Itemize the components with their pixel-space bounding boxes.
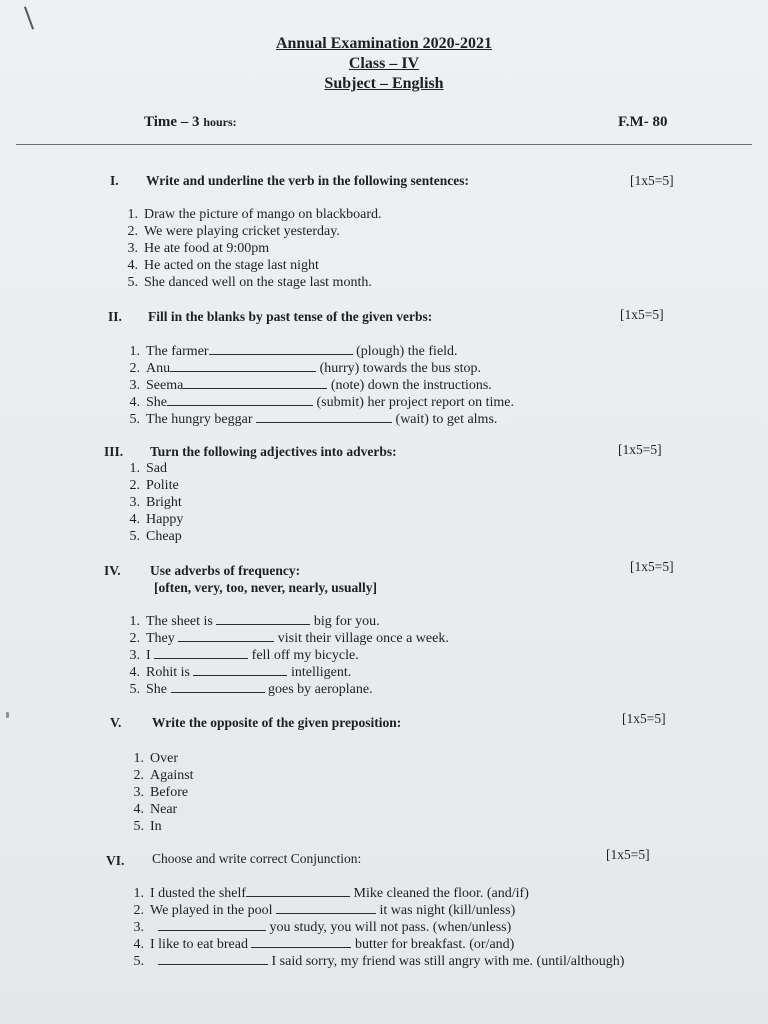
- question-items: [116, 460, 183, 545]
- answer-blank[interactable]: [167, 393, 313, 406]
- question-marks: [1x5=5]: [618, 442, 662, 457]
- answer-blank[interactable]: [178, 629, 274, 642]
- list-item: 1. Sad: [129, 461, 167, 476]
- list-item: 3. Before: [133, 785, 189, 800]
- question-text: Write and underline the verb in the following sentences:: [146, 173, 469, 188]
- question-number: V.: [110, 715, 122, 730]
- list-item: 2. They visit their village once a week.: [129, 631, 449, 646]
- answer-blank[interactable]: [209, 342, 353, 355]
- list-item: 5. She goes by aeroplane.: [129, 682, 373, 697]
- question-number: IV.: [104, 563, 121, 578]
- answer-blank[interactable]: [154, 646, 248, 659]
- question-items: [116, 342, 514, 427]
- question-marks: [1x5=5]: [606, 847, 650, 862]
- answer-blank[interactable]: [251, 935, 351, 948]
- list-item: 3. I fell off my bicycle.: [129, 648, 359, 663]
- time-label: Time – 3: [144, 114, 200, 130]
- question-text: Use adverbs of frequency:: [150, 563, 301, 578]
- question-items: [114, 206, 382, 291]
- question-number: VI.: [106, 853, 125, 868]
- list-item: 5. In: [133, 819, 162, 834]
- list-item: 1. I dusted the shelf Mike cleaned the floor. (and/if): [133, 886, 529, 901]
- question-text: Choose and write correct Conjunction:: [152, 851, 362, 866]
- answer-blank[interactable]: [158, 918, 266, 931]
- answer-blank[interactable]: [171, 680, 265, 693]
- list-item: 3. Seema (note) down the instructions.: [129, 378, 492, 393]
- answer-blank[interactable]: [158, 952, 268, 965]
- answer-blank[interactable]: [170, 359, 316, 372]
- list-item: 5. Cheap: [129, 529, 182, 544]
- full-marks: F.M- 80: [618, 114, 668, 130]
- list-item: 3. you study, you will not pass. (when/unless): [133, 920, 512, 935]
- answer-blank[interactable]: [276, 901, 376, 914]
- adverb-options: [often, very, too, never, nearly, usually]: [154, 580, 377, 595]
- question-number: I.: [110, 173, 119, 188]
- subject-label: Subject – English: [324, 75, 444, 92]
- list-item: 2. Against: [133, 768, 194, 783]
- time-allowed: [144, 114, 237, 131]
- paper-speck: [6, 712, 9, 718]
- list-item: 3. He ate food at 9:00pm: [127, 241, 270, 256]
- list-item: 4. Happy: [129, 512, 184, 527]
- question-marks: [1x5=5]: [622, 711, 666, 726]
- question-marks: [1x5=5]: [630, 559, 674, 574]
- header-divider: [16, 144, 752, 145]
- question-items: [120, 884, 624, 969]
- time-unit: hours:: [203, 115, 237, 129]
- question-text: Turn the following adjectives into adverbs:: [150, 444, 397, 459]
- list-item: 1. Over: [133, 751, 178, 766]
- question-marks: [1x5=5]: [620, 307, 664, 322]
- class-label: Class – IV: [348, 55, 420, 72]
- question-items: [116, 612, 449, 697]
- answer-blank[interactable]: [183, 376, 327, 389]
- answer-blank[interactable]: [193, 663, 287, 676]
- answer-blank[interactable]: [246, 884, 350, 897]
- list-item: 5. The hungry beggar (wait) to get alms.: [129, 412, 498, 427]
- list-item: 4. He acted on the stage last night: [127, 258, 319, 273]
- pen-mark: [24, 6, 34, 29]
- list-item: 4. Near: [133, 802, 178, 817]
- list-item: 4. Rohit is intelligent.: [129, 665, 352, 680]
- list-item: 2. We played in the pool it was night (kill/unless): [133, 903, 516, 918]
- list-item: 4. She (submit) her project report on time.: [129, 395, 514, 410]
- answer-blank[interactable]: [256, 410, 392, 423]
- list-item: 5. She danced well on the stage last month.: [127, 275, 372, 290]
- list-item: 3. Bright: [129, 495, 182, 510]
- list-item: 2. Anu (hurry) towards the bus stop.: [129, 361, 481, 376]
- question-text: Write the opposite of the given preposition:: [152, 715, 402, 730]
- list-item: 1. Draw the picture of mango on blackboard.: [127, 207, 382, 222]
- list-item: 1. The farmer (plough) the field.: [129, 344, 458, 359]
- exam-title: Annual Examination 2020-2021: [275, 35, 493, 52]
- list-item: 1. The sheet is big for you.: [129, 614, 380, 629]
- question-number: II.: [108, 309, 122, 324]
- list-item: 2. Polite: [129, 478, 179, 493]
- exam-header: [0, 34, 768, 94]
- list-item: 4. I like to eat bread butter for breakfast. (or/and): [133, 937, 515, 952]
- question-items: [120, 750, 194, 835]
- question-marks: [1x5=5]: [630, 173, 674, 188]
- list-item: 5. I said sorry, my friend was still angry with me. (until/although): [133, 954, 625, 969]
- question-number: III.: [104, 444, 124, 459]
- answer-blank[interactable]: [216, 612, 310, 625]
- question-text: Fill in the blanks by past tense of the given verbs:: [148, 309, 433, 324]
- list-item: 2. We were playing cricket yesterday.: [127, 224, 340, 239]
